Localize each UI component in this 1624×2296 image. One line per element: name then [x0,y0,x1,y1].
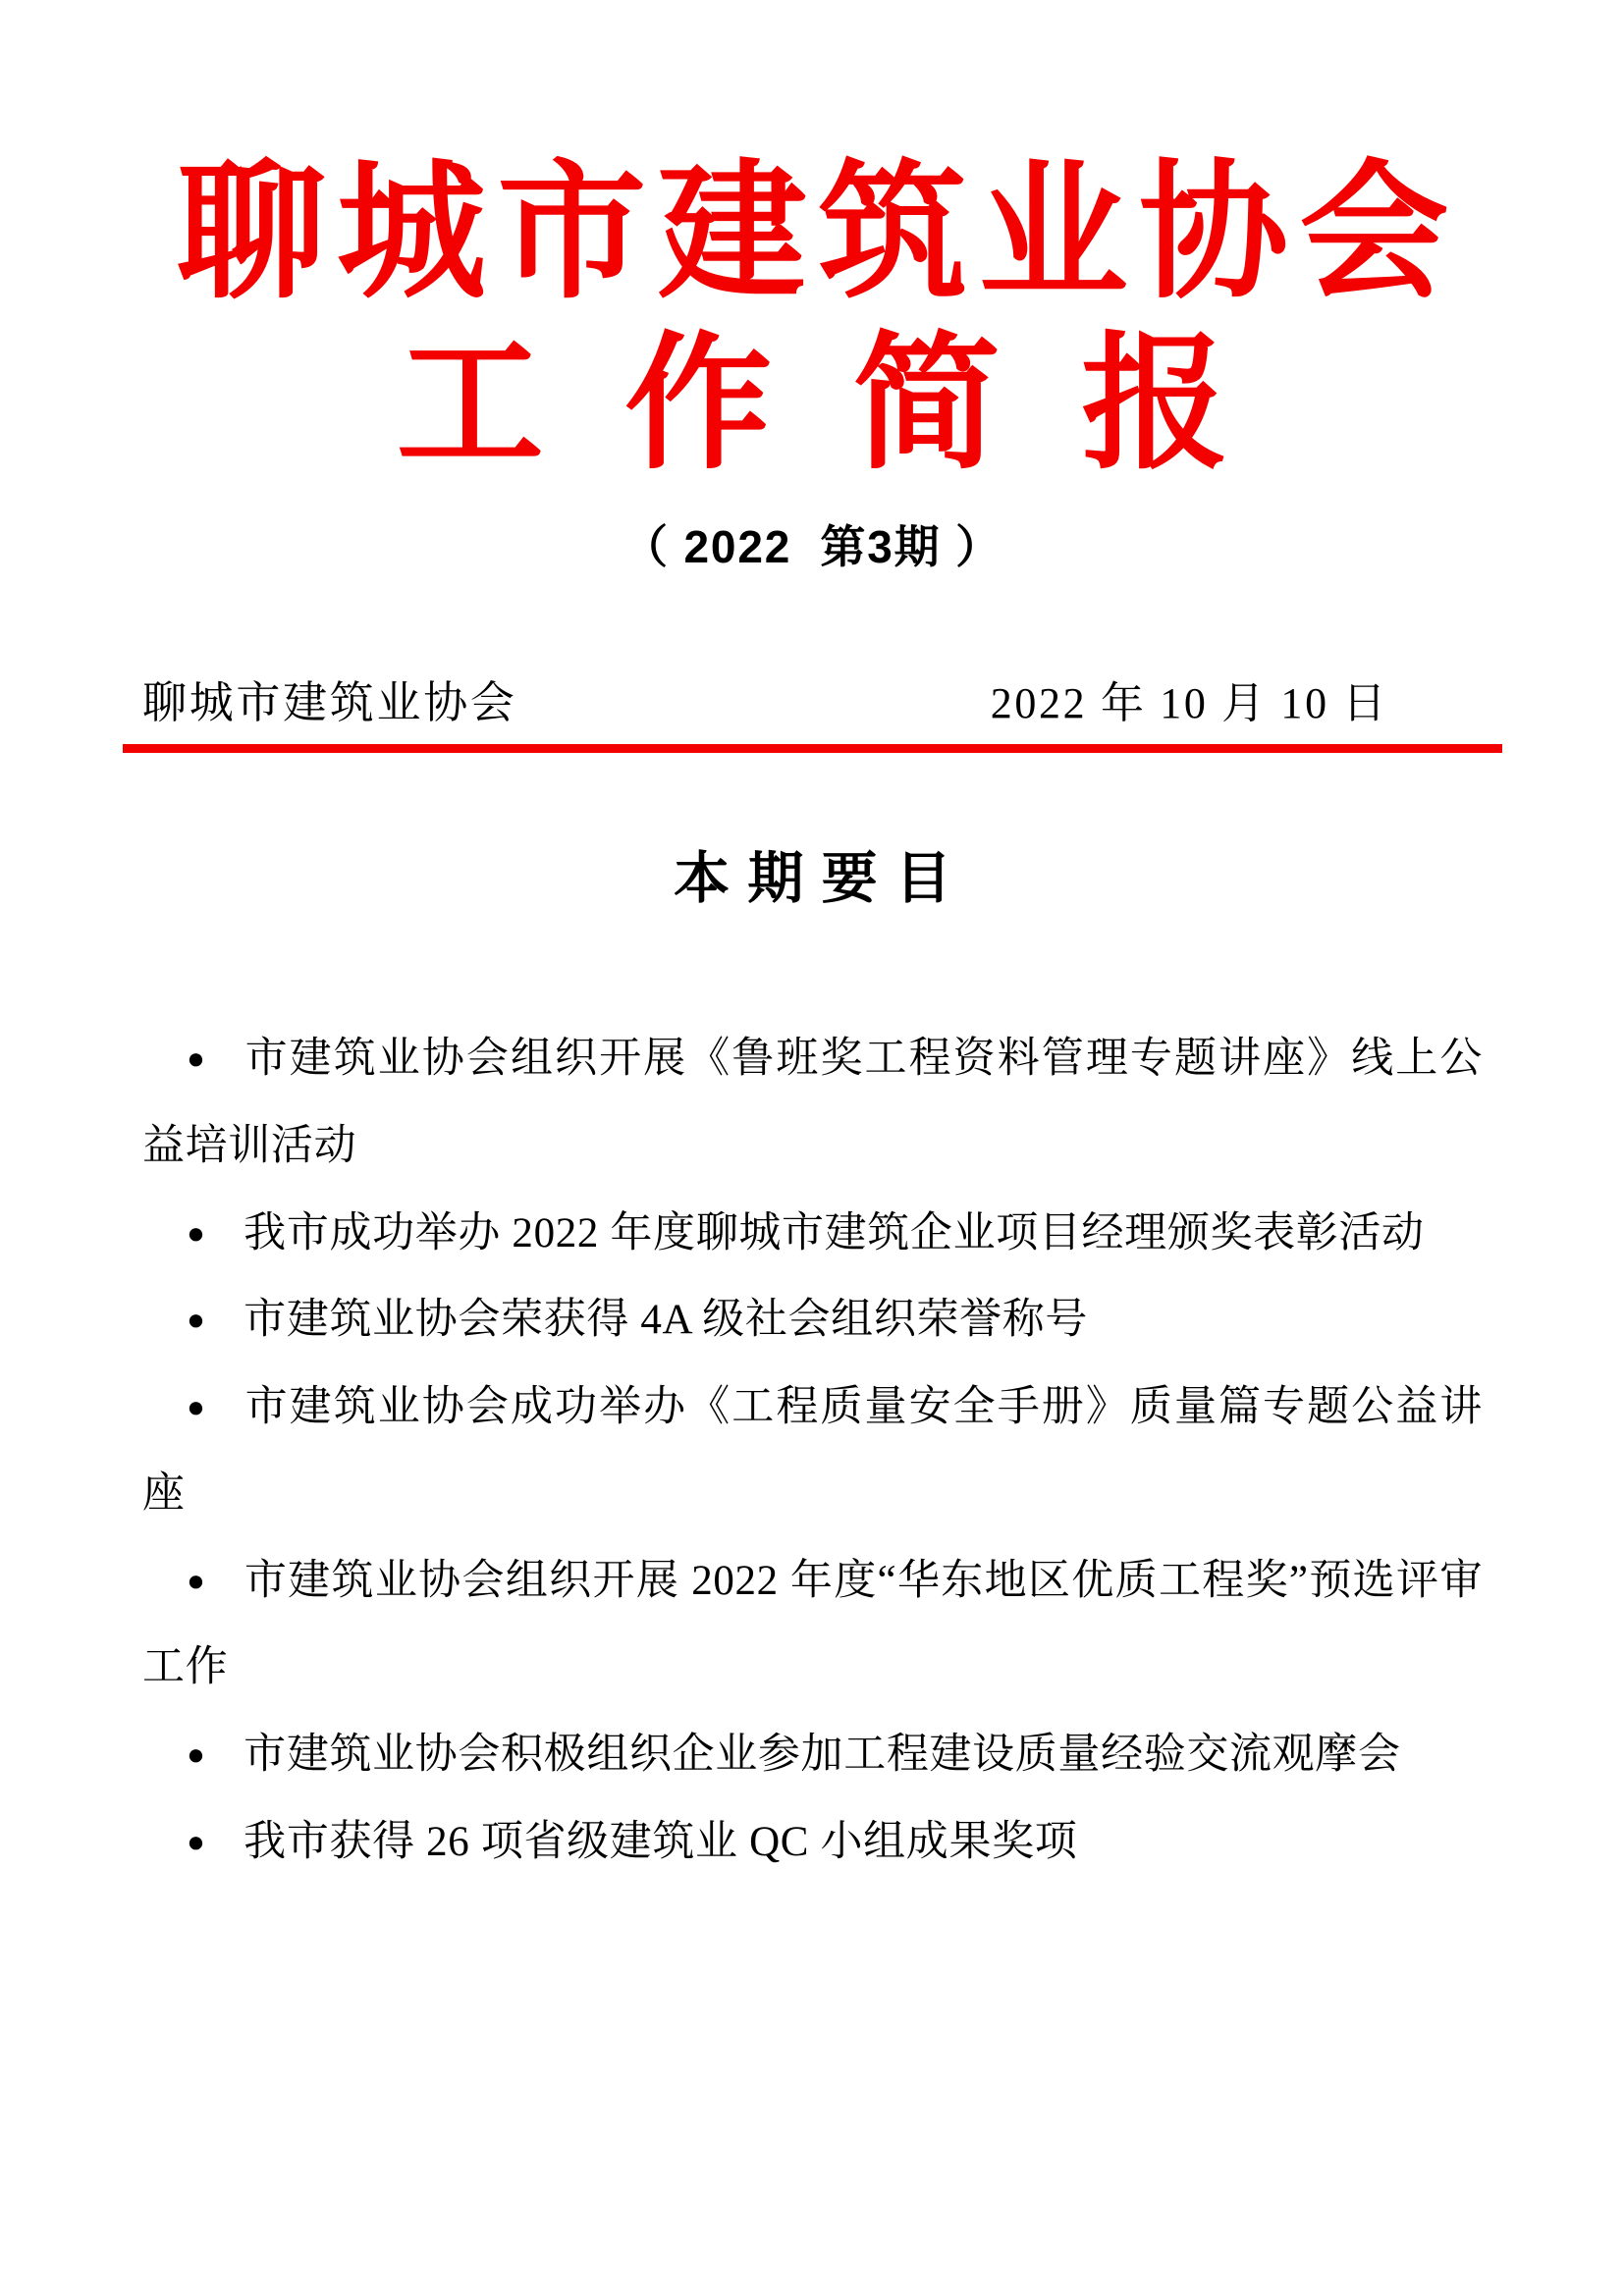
toc-item-text: 市建筑业协会积极组织企业参加工程建设质量经验交流观摩会 [244,1731,1401,1778]
toc-item [142,1277,1483,1364]
header-divider-rule [123,744,1502,753]
toc-item [142,1191,1483,1278]
publisher-name: 聊城市建筑业协会 [142,678,517,728]
toc-item-text: 我市获得 26 项省级建筑业 QC 小组成果奖项 [244,1818,1078,1865]
toc-item-text: 我市成功举办 2022 年度聊城市建筑企业项目经理颁奖表彰活动 [244,1209,1425,1256]
publisher-row [142,667,1483,730]
section-heading-contents: 本期要目 [674,847,970,911]
bullet-icon: ● [187,1302,206,1337]
bullet-icon: ● [187,1388,206,1423]
masthead [142,0,1483,576]
publish-date: 2022 年 10 月 10 日 [990,679,1388,728]
doc-title-line2: 工作简报 [396,321,1310,487]
toc-list [142,1016,1483,1886]
toc-item [142,1799,1483,1887]
bullet-icon: ● [187,1563,206,1598]
toc-item [142,1538,1483,1712]
toc-item [142,1364,1483,1538]
toc-item [142,1016,1483,1190]
toc-item-text: 市建筑业协会成功举办《工程质量安全手册》质量篇专题公益讲座 [142,1383,1483,1518]
bullet-icon: ● [187,1041,206,1076]
doc-title-line1: 聊城市建筑业协会 [176,149,1460,316]
toc-item-text: 市建筑业协会组织开展《鲁班奖工程资料管理专题讲座》线上公益培训活动 [142,1036,1483,1169]
issue-number: （ 2022 第3期 ） [623,521,1002,573]
bullet-icon: ● [187,1823,206,1858]
toc-item-text: 市建筑业协会组织开展 2022 年度“华东地区优质工程奖”预选评审工作 [142,1557,1483,1691]
bullet-icon: ● [187,1214,206,1250]
toc-item-text: 市建筑业协会荣获得 4A 级社会组织荣誉称号 [244,1297,1089,1344]
bullet-icon: ● [187,1736,206,1772]
toc-item [142,1712,1483,1799]
